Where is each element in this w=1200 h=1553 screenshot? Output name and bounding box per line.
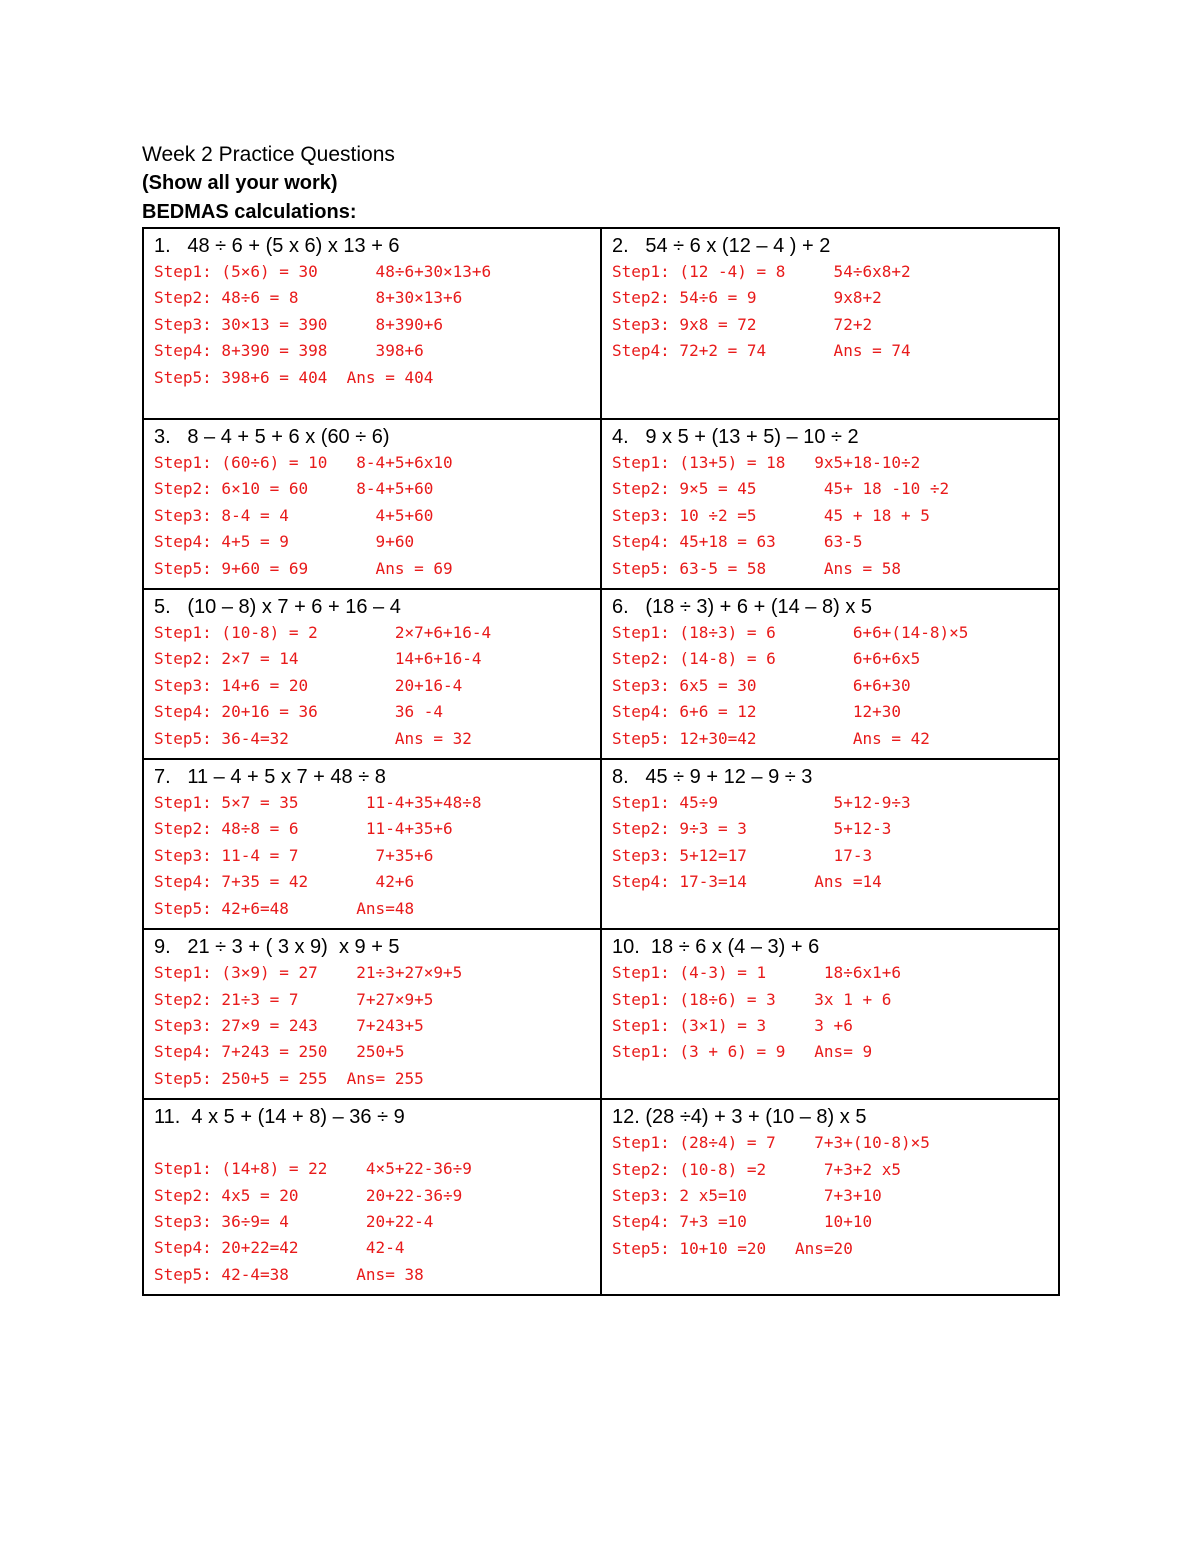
solution-step: Step1: (13+5) = 18 9x5+18-10÷2 [612,453,921,472]
solution-step: Step4: 20+22=42 42-4 [154,1238,405,1258]
solution-step: Step3: 6x5 = 30 6+6+30 [612,675,911,695]
question-expression: 2. 54 ÷ 6 x (12 – 4 ) + 2 [612,235,831,257]
solution-step: Step3: 8-4 = 4 4+5+60 [154,505,434,525]
question-cell [601,759,1059,929]
question-row [143,929,1059,1099]
solution-step: Step2: (14-8) = 6 6+6+6x5 [612,649,921,669]
solution-step: Step5: 10+10 =20 Ans=20 [612,1238,853,1258]
solution-step: Step1: (10-8) = 2 2×7+6+16-4 [154,623,492,643]
solution-step: Step4: 7+35 = 42 42+6 [154,872,415,892]
solution-step: Step5: 63-5 = 58 Ans = 58 [612,558,901,578]
solution-step: Step1: (4-3) = 1 18÷6x1+6 [612,963,901,983]
solution-step: Step1: (3×9) = 27 21÷3+27×9+5 [154,963,463,983]
question-cell [143,759,601,929]
solution-step: Step3: 2 x5=10 7+3+10 [612,1185,882,1205]
solution-step: Step4: 7+3 =10 10+10 [612,1212,873,1232]
solution-step: Step4: 72+2 = 74 Ans = 74 [612,341,911,361]
solution-step: Step5: 9+60 = 69 Ans = 69 [154,558,453,578]
question-cell [143,1099,601,1295]
solution-step: Step5: 36-4=32 Ans = 32 [154,728,472,748]
question-expression: 8. 45 ÷ 9 + 12 – 9 ÷ 3 [612,766,813,789]
solution-step: Step3: 27×9 = 243 7+243+5 [154,1015,424,1035]
solution-step: Step4: 7+243 = 250 250+5 [154,1042,405,1062]
solution-step: Step2: 9÷3 = 3 5+12-3 [612,819,892,839]
solution-step: Step1: 5×7 = 35 11-4+35+48÷8 [154,793,482,813]
question-expression: 9. 21 ÷ 3 + ( 3 x 9) x 9 + 5 [154,936,400,959]
solution-step: Step1: (18÷6) = 3 3x 1 + 6 [612,989,892,1009]
solution-step: Step5: 398+6 = 404 Ans = 404 [154,367,434,387]
solution-step: Step3: 14+6 = 20 20+16-4 [154,675,463,695]
question-expression: 4. 9 x 5 + (13 + 5) – 10 ÷ 2 [612,426,859,448]
solution-step: Step1: (3×1) = 3 3 +6 [612,1015,853,1035]
solution-step: Step2: 21÷3 = 7 7+27×9+5 [154,989,434,1009]
question-cell [601,589,1059,759]
solution-step: Step2: 9×5 = 45 45+ 18 -10 ÷2 [612,479,950,499]
solution-step: Step3: 30×13 = 390 8+390+6 [154,314,443,334]
document-header [142,140,1060,227]
question-row [143,1099,1059,1295]
solution-step: Step4: 8+390 = 398 398+6 [154,341,424,361]
question-row [143,759,1059,929]
solution-step: Step2: 54÷6 = 9 9x8+2 [612,288,882,308]
solution-step: Step4: 20+16 = 36 36 -4 [154,702,443,722]
question-row [143,419,1059,589]
solution-step: Step2: 4x5 = 20 20+22-36÷9 [154,1185,463,1205]
question-expression: 5. (10 – 8) x 7 + 6 + 16 – 4 [154,596,401,619]
solution-step: Step2: 2×7 = 14 14+6+16-4 [154,649,482,669]
questions-table [142,227,1060,1296]
solution-step: Step1: (12 -4) = 8 54÷6x8+2 [612,262,911,281]
solution-step: Step1: (60÷6) = 10 8-4+5+6x10 [154,453,453,472]
solution-step: Step5: 250+5 = 255 Ans= 255 [154,1068,424,1088]
question-cell [601,1099,1059,1295]
question-cell [143,419,601,589]
solution-step: Step1: (28÷4) = 7 7+3+(10-8)×5 [612,1133,930,1153]
solution-step: Step3: 10 ÷2 =5 45 + 18 + 5 [612,505,930,525]
solution-step: Step2: (10-8) =2 7+3+2 x5 [612,1159,901,1179]
solution-step: Step3: 9x8 = 72 72+2 [612,314,873,334]
solution-step: Step1: 45÷9 5+12-9÷3 [612,793,911,813]
solution-step: Step2: 48÷6 = 8 8+30×13+6 [154,288,463,308]
question-row [143,228,1059,419]
solution-step: Step1: (5×6) = 30 48÷6+30×13+6 [154,262,492,281]
section-heading: BEDMAS calculations: [142,201,357,223]
solution-step: Step4: 45+18 = 63 63-5 [612,532,863,552]
question-cell [601,929,1059,1099]
solution-step: Step1: (18÷3) = 6 6+6+(14-8)×5 [612,623,969,643]
solution-step: Step3: 11-4 = 7 7+35+6 [154,845,434,865]
solution-step: Step2: 48÷8 = 6 11-4+35+6 [154,819,453,839]
solution-step: Step3: 36÷9= 4 20+22-4 [154,1211,434,1231]
question-cell [143,589,601,759]
solution-step: Step5: 42-4=38 Ans= 38 [154,1264,424,1284]
solution-step: Step4: 6+6 = 12 12+30 [612,702,901,722]
question-expression: 10. 18 ÷ 6 x (4 – 3) + 6 [612,936,820,959]
solution-step: Step4: 4+5 = 9 9+60 [154,532,415,552]
question-row [143,589,1059,759]
instruction-text: (Show all your work) [142,172,338,194]
blank-line [154,1130,590,1156]
solution-step: Step5: 42+6=48 Ans=48 [154,898,415,918]
question-expression: 6. (18 ÷ 3) + 6 + (14 – 8) x 5 [612,596,872,619]
question-expression: 3. 8 – 4 + 5 + 6 x (60 ÷ 6) [154,426,390,448]
solution-step: Step1: (14+8) = 22 4×5+22-36÷9 [154,1159,472,1179]
solution-step: Step1: (3 + 6) = 9 Ans= 9 [612,1042,873,1062]
solution-step: Step5: 12+30=42 Ans = 42 [612,728,930,748]
solution-step: Step3: 5+12=17 17-3 [612,845,873,865]
question-expression: 12. (28 ÷4) + 3 + (10 – 8) x 5 [612,1106,867,1129]
question-expression: 1. 48 ÷ 6 + (5 x 6) x 13 + 6 [154,235,400,257]
question-cell [601,228,1059,419]
question-cell [143,929,601,1099]
page-title: Week 2 Practice Questions [142,143,395,166]
question-expression: 7. 11 – 4 + 5 x 7 + 48 ÷ 8 [154,766,386,789]
solution-step: Step4: 17-3=14 Ans =14 [612,872,882,892]
question-expression: 11. 4 x 5 + (14 + 8) – 36 ÷ 9 [154,1106,405,1129]
question-cell [143,228,601,419]
solution-step: Step2: 6×10 = 60 8-4+5+60 [154,479,434,499]
question-cell [601,419,1059,589]
